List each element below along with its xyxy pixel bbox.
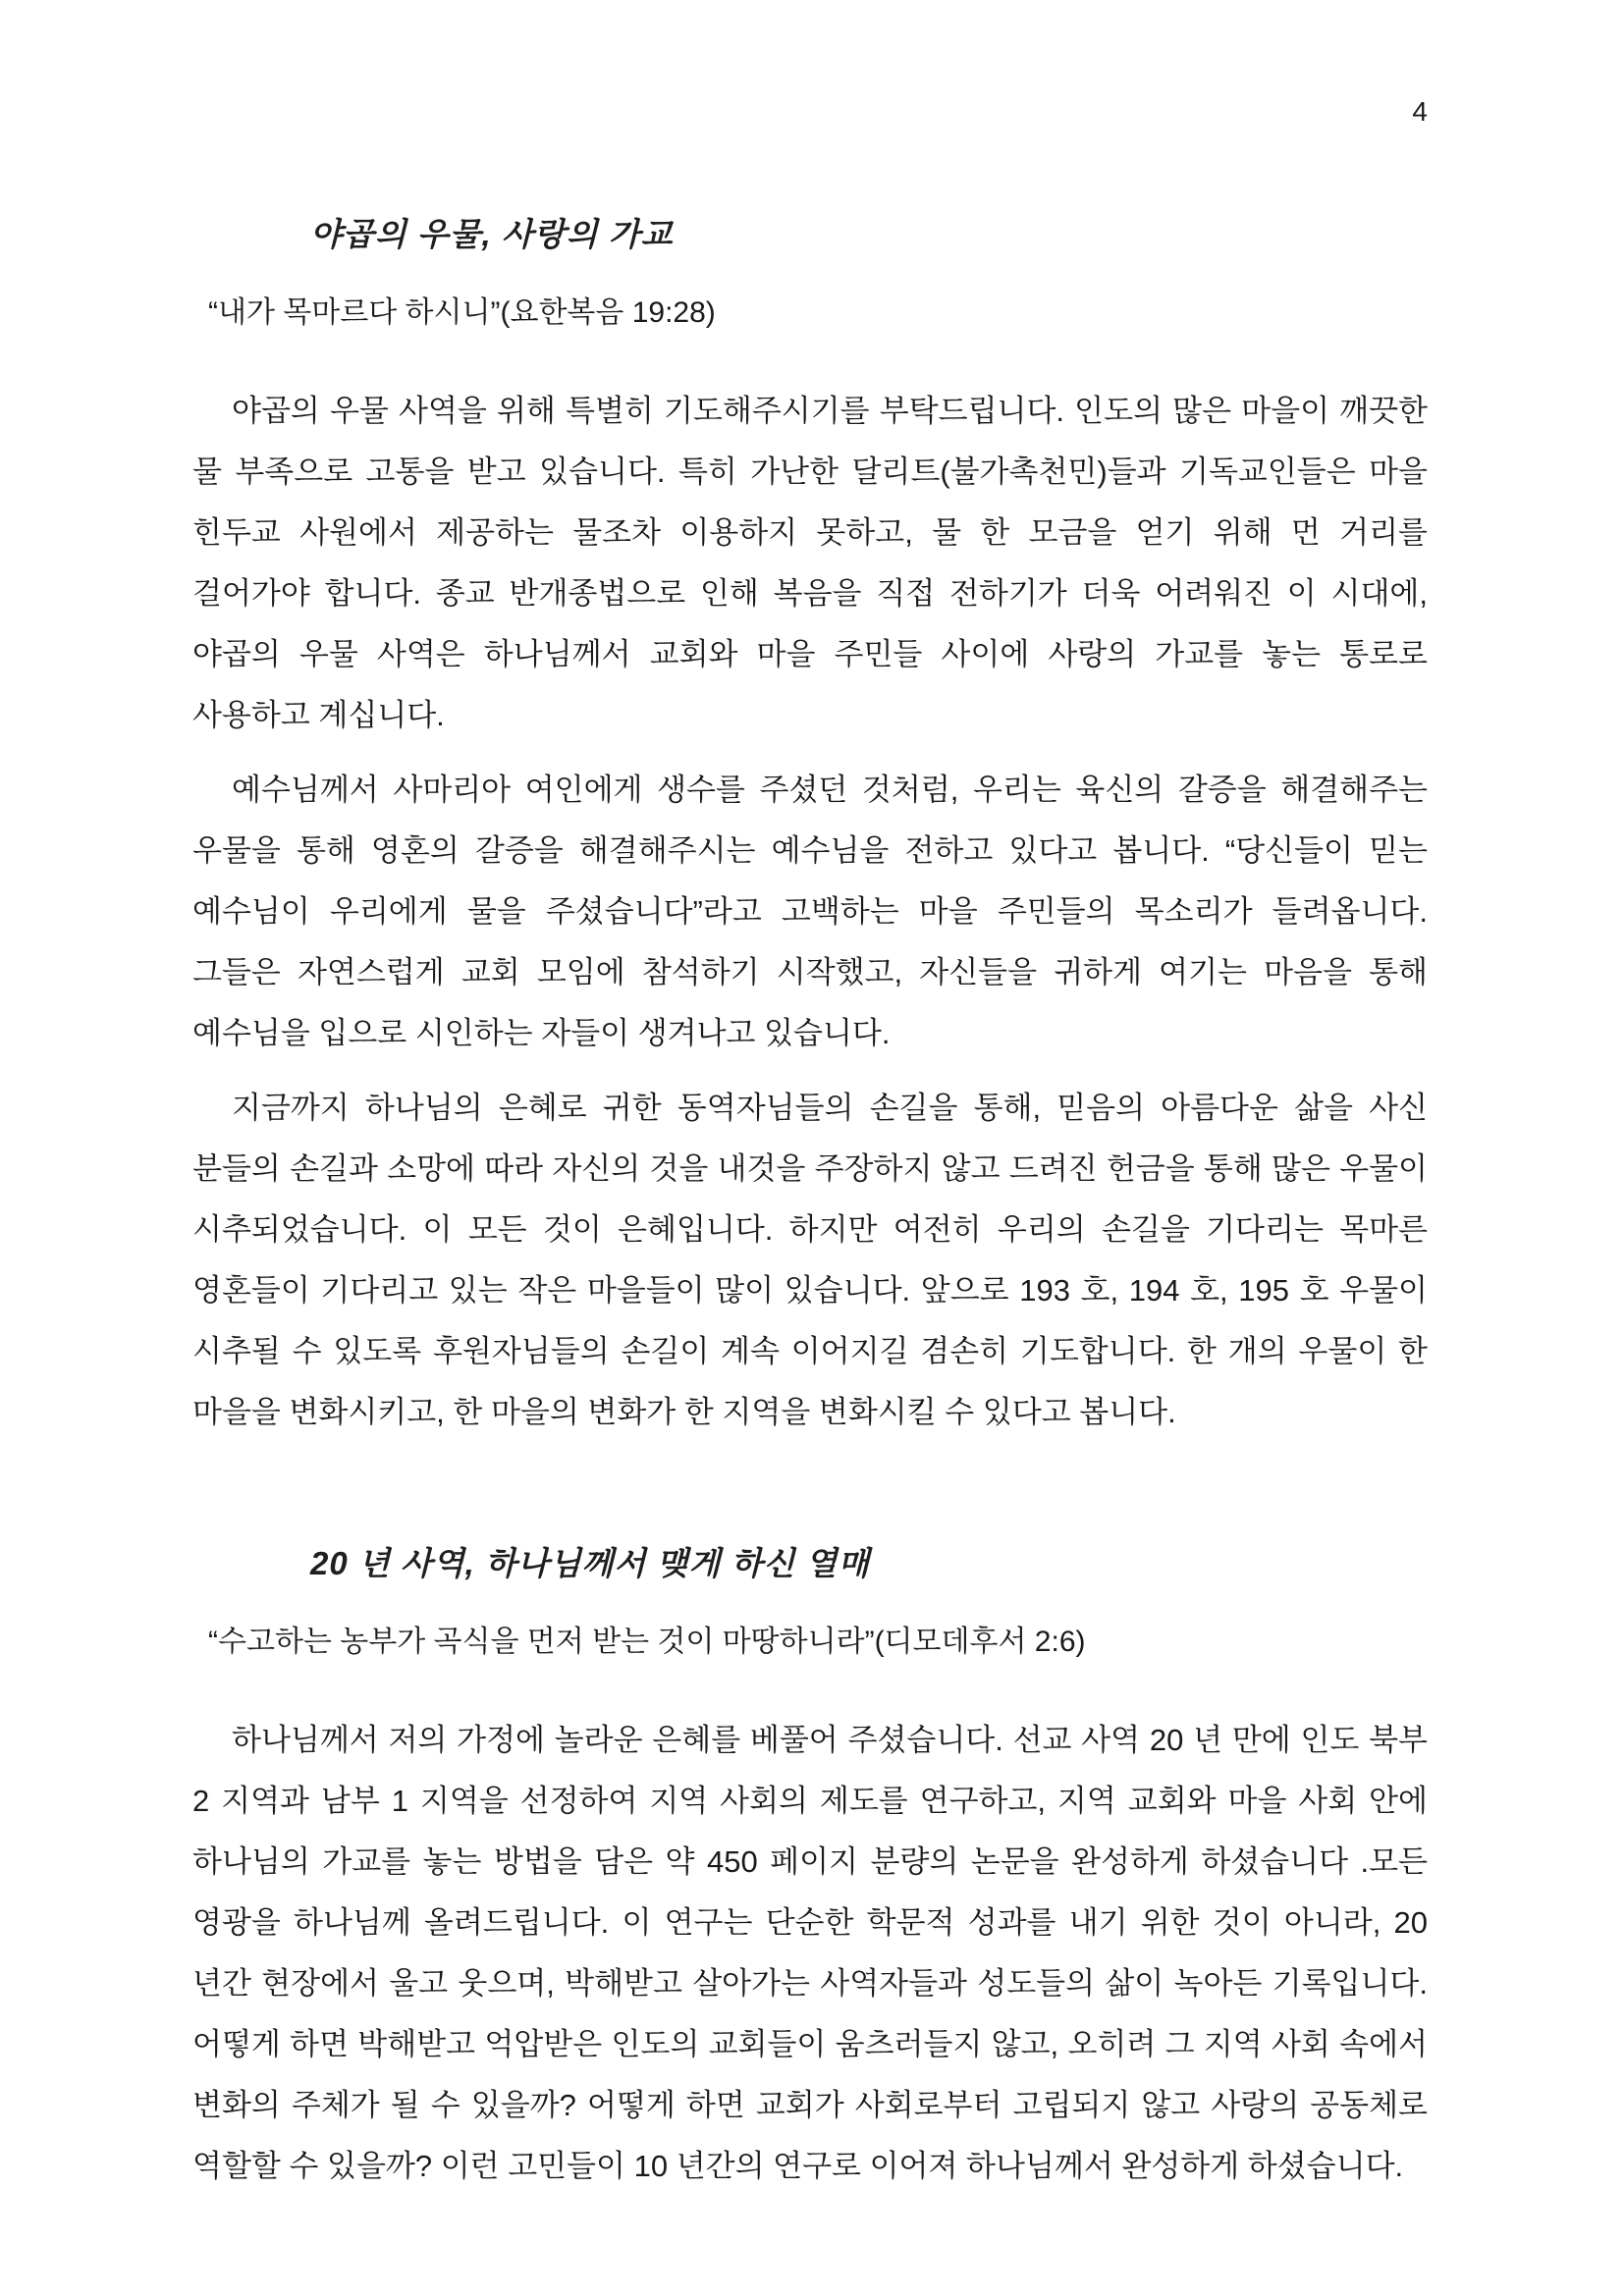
section-2-heading: 20 년 사역, 하나님께서 맺게 하신 열매 — [310, 1545, 871, 1581]
body-paragraph: 야곱의 우물 사역을 위해 특별히 기도해주시기를 부탁드립니다. 인도의 많은 마을이 깨끗한 물 부족으로 고통을 받고 있습니다. 특히 가난한 달리트(불가촉천민)들과 기독교인들은 마을 힌두교 사원에서 제공하는 물조차 이용하지 못하고, 물 한 모금을 얻기 위해 먼 거리를 걸어가야 합니다. 종교 반개종법으로 인해 복음을 직접 전하기가 더욱 어려워진 이 시대에, 야곱의 우물 사역은 하나님께서 교회와 마을 주민들 사이에 사랑의 가교를 놓는 통로로 사용하고 계십니다. — [192, 394, 1428, 732]
page-content — [192, 0, 1428, 2197]
section-2-verse-quote: “수고하는 농부가 곡식을 먼저 받는 것이 마땅하니라”(디모데후서 2:6) — [208, 1626, 1086, 1658]
body-paragraph: 예수님께서 사마리아 여인에게 생수를 주셨던 것처럼, 우리는 육신의 갈증을 해결해주는 우물을 통해 영혼의 갈증을 해결해주시는 예수님을 전하고 있다고 봅니다. “당신들이 믿는 예수님이 우리에게 물을 주셨습니다”라고 고백하는 마을 주민들의 목소리가 들려옵니다. 그들은 자연스럽게 교회 모임에 참석하기 시작했고, 자신들을 귀하게 여기는 마음을 통해 예수님을 입으로 시인하는 자들이 생겨나고 있습니다. — [192, 773, 1428, 1050]
section-1-verse-quote: “내가 목마르다 하시니”(요한복음 19:28) — [208, 296, 716, 329]
page-number: 4 — [1412, 96, 1428, 127]
body-paragraph: 하나님께서 저의 가정에 놀라운 은혜를 베풀어 주셨습니다. 선교 사역 20 년 만에 인도 북부 2 지역과 남부 1 지역을 선정하여 지역 사회의 제도를 연구하고, 지역 교회와 마을 사회 안에 하나님의 가교를 놓는 방법을 담은 약 450 페이지 분량의 논문을 완성하게 하셨습니다 .모든 영광을 하나님께 올려드립니다. 이 연구는 단순한 학문적 성과를 내기 위한 것이 아니라, 20 년간 현장에서 울고 웃으며, 박해받고 살아가는 사역자들과 성도들의 삶이 녹아든 기록입니다. 어떻게 하면 박해받고 억압받은 인도의 교회들이 움츠러들지 않고, 오히려 그 지역 사회 속에서 변화의 주체가 될 수 있을까? 어떻게 하면 교회가 사회로부터 고립되지 않고 사랑의 공동체로 역할할 수 있을까? 이런 고민들이 10 년간의 연구로 이어져 하나님께서 완성하게 하셨습니다. — [192, 1723, 1428, 2183]
section-1-heading: 야곱의 우물, 사랑의 가교 — [310, 216, 674, 252]
body-paragraph: 지금까지 하나님의 은혜로 귀한 동역자님들의 손길을 통해, 믿음의 아름다운 삶을 사신 분들의 손길과 소망에 따라 자신의 것을 내것을 주장하지 않고 드려진 헌금을 통해 많은 우물이 시추되었습니다. 이 모든 것이 은혜입니다. 하지만 여전히 우리의 손길을 기다리는 목마른 영혼들이 기다리고 있는 작은 마을들이 많이 있습니다. 앞으로 193 호, 194 호, 195 호 우물이 시추될 수 있도록 후원자님들의 손길이 계속 이어지길 겸손히 기도합니다. 한 개의 우물이 한 마을을 변화시키고, 한 마을의 변화가 한 지역을 변화시킬 수 있다고 봅니다. — [192, 1091, 1428, 1429]
